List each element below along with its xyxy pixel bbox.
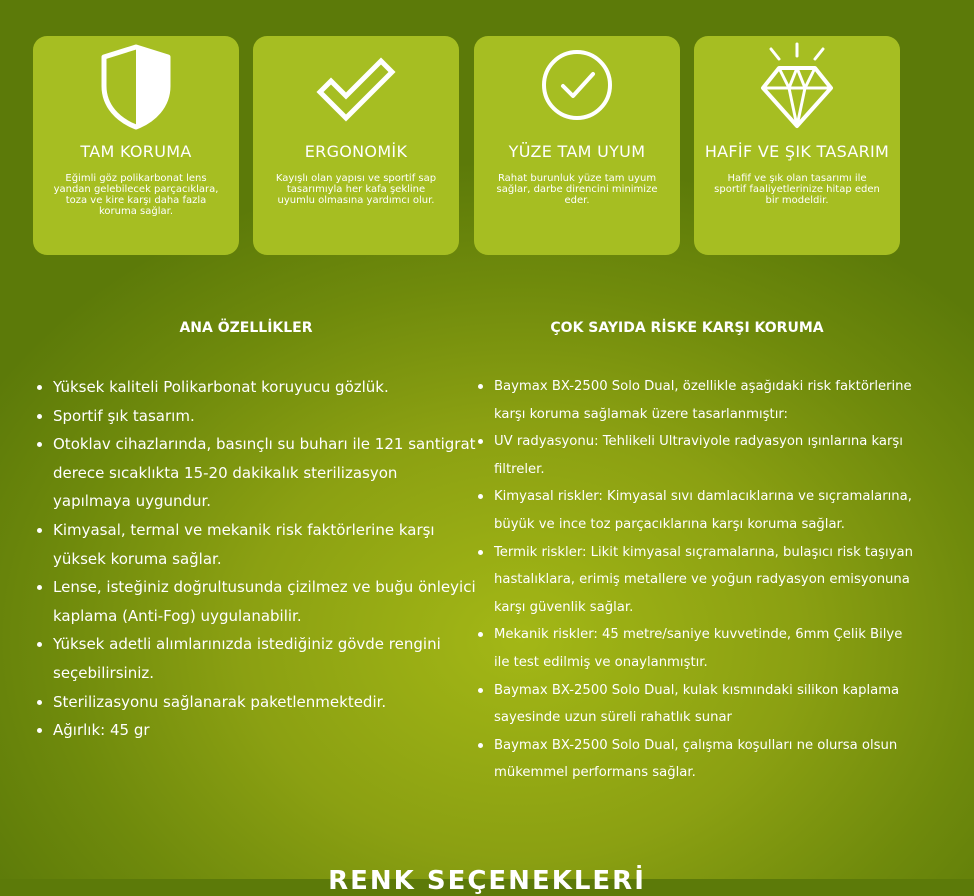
risk-protection-list xyxy=(477,373,917,787)
check-circle-icon xyxy=(474,42,680,134)
feature-card-yuze-tam-uyum xyxy=(474,36,680,255)
list-item: Baymax BX-2500 Solo Dual, çalışma koşulları ne olursa olsun mükemmel performans sağlar. xyxy=(477,732,917,787)
list-item: Sportif şık tasarım. xyxy=(36,402,476,431)
risk-protection-title: ÇOK SAYIDA RİSKE KARŞI KORUMA xyxy=(550,320,824,336)
list-item: Yüksek adetli alımlarınızda istediğiniz gövde rengini seçebilirsiniz. xyxy=(36,630,476,687)
feature-card-desc: Hafif ve şık olan tasarımı ile sportif faaliyetlerinize hitap eden bir modeldir. xyxy=(714,173,880,206)
feature-card-ergonomik xyxy=(253,36,459,255)
feature-card-title: HAFİF VE ŞIK TASARIM xyxy=(704,142,890,161)
main-features-list xyxy=(36,373,476,745)
list-item: Lense, isteğiniz doğrultusunda çizilmez ve buğu önleyici kaplama (Anti-Fog) uygulanabilir. xyxy=(36,573,476,630)
list-item: Otoklav cihazlarında, basınçlı su buharı ile 121 santigrat derece sıcaklıkta 15-20 dakikalık sterilizasyon yapılmaya uygundur. xyxy=(36,430,476,516)
feature-card-desc: Kayışlı olan yapısı ve sportif sap tasarımıyla her kafa şekline uyumlu olmasına yardımcı olur. xyxy=(275,173,437,206)
list-item: Termik riskler: Likit kimyasal sıçramalarına, bulaşıcı risk taşıyan hastalıklara, erimiş metallere ve yoğun radyasyon emisyonuna karşı güvenlik sağlar. xyxy=(477,539,917,622)
list-item: Ağırlık: 45 gr xyxy=(36,716,476,745)
shield-icon xyxy=(33,42,239,134)
feature-card-title: ERGONOMİK xyxy=(304,142,408,161)
list-item: Sterilizasyonu sağlanarak paketlenmektedir. xyxy=(36,688,476,717)
feature-card-desc: Rahat burunluk yüze tam uyum sağlar, darbe direncini minimize eder. xyxy=(496,173,658,206)
list-item: UV radyasyonu: Tehlikeli Ultraviyole radyasyon ışınlarına karşı filtreler. xyxy=(477,428,917,483)
list-item: Baymax BX-2500 Solo Dual, kulak kısmındaki silikon kaplama sayesinde uzun süreli rahatlık sunar xyxy=(477,677,917,732)
diamond-icon xyxy=(694,42,900,134)
list-item: Kimyasal riskler: Kimyasal sıvı damlacıklarına ve sıçramalarına, büyük ve ince toz parçacıklarına karşı koruma sağlar. xyxy=(477,483,917,538)
feature-cards xyxy=(33,36,903,255)
feature-card-hafif-ve-sik-tasarim xyxy=(694,36,900,255)
list-item: Kimyasal, termal ve mekanik risk faktörlerine karşı yüksek koruma sağlar. xyxy=(36,516,476,573)
feature-card-desc: Eğimli göz polikarbonat lens yandan gelebilecek parçacıklara, toza ve kire karşı daha fazla koruma sağlar. xyxy=(53,173,219,217)
color-options-heading: RENK SEÇENEKLERİ xyxy=(328,866,646,896)
main-features-title: ANA ÖZELLİKLER xyxy=(179,320,313,336)
list-item: Yüksek kaliteli Polikarbonat koruyucu gözlük. xyxy=(36,373,476,402)
feature-card-title: YÜZE TAM UYUM xyxy=(508,142,646,161)
feature-card-title: TAM KORUMA xyxy=(80,142,192,161)
feature-card-tam-koruma xyxy=(33,36,239,255)
list-item: Mekanik riskler: 45 metre/saniye kuvvetinde, 6mm Çelik Bilye ile test edilmiş ve onaylanmıştır. xyxy=(477,621,917,676)
checkmark-icon xyxy=(253,42,459,134)
list-item: Baymax BX-2500 Solo Dual, özellikle aşağıdaki risk faktörlerine karşı koruma sağlamak üzere tasarlanmıştır: xyxy=(477,373,917,428)
